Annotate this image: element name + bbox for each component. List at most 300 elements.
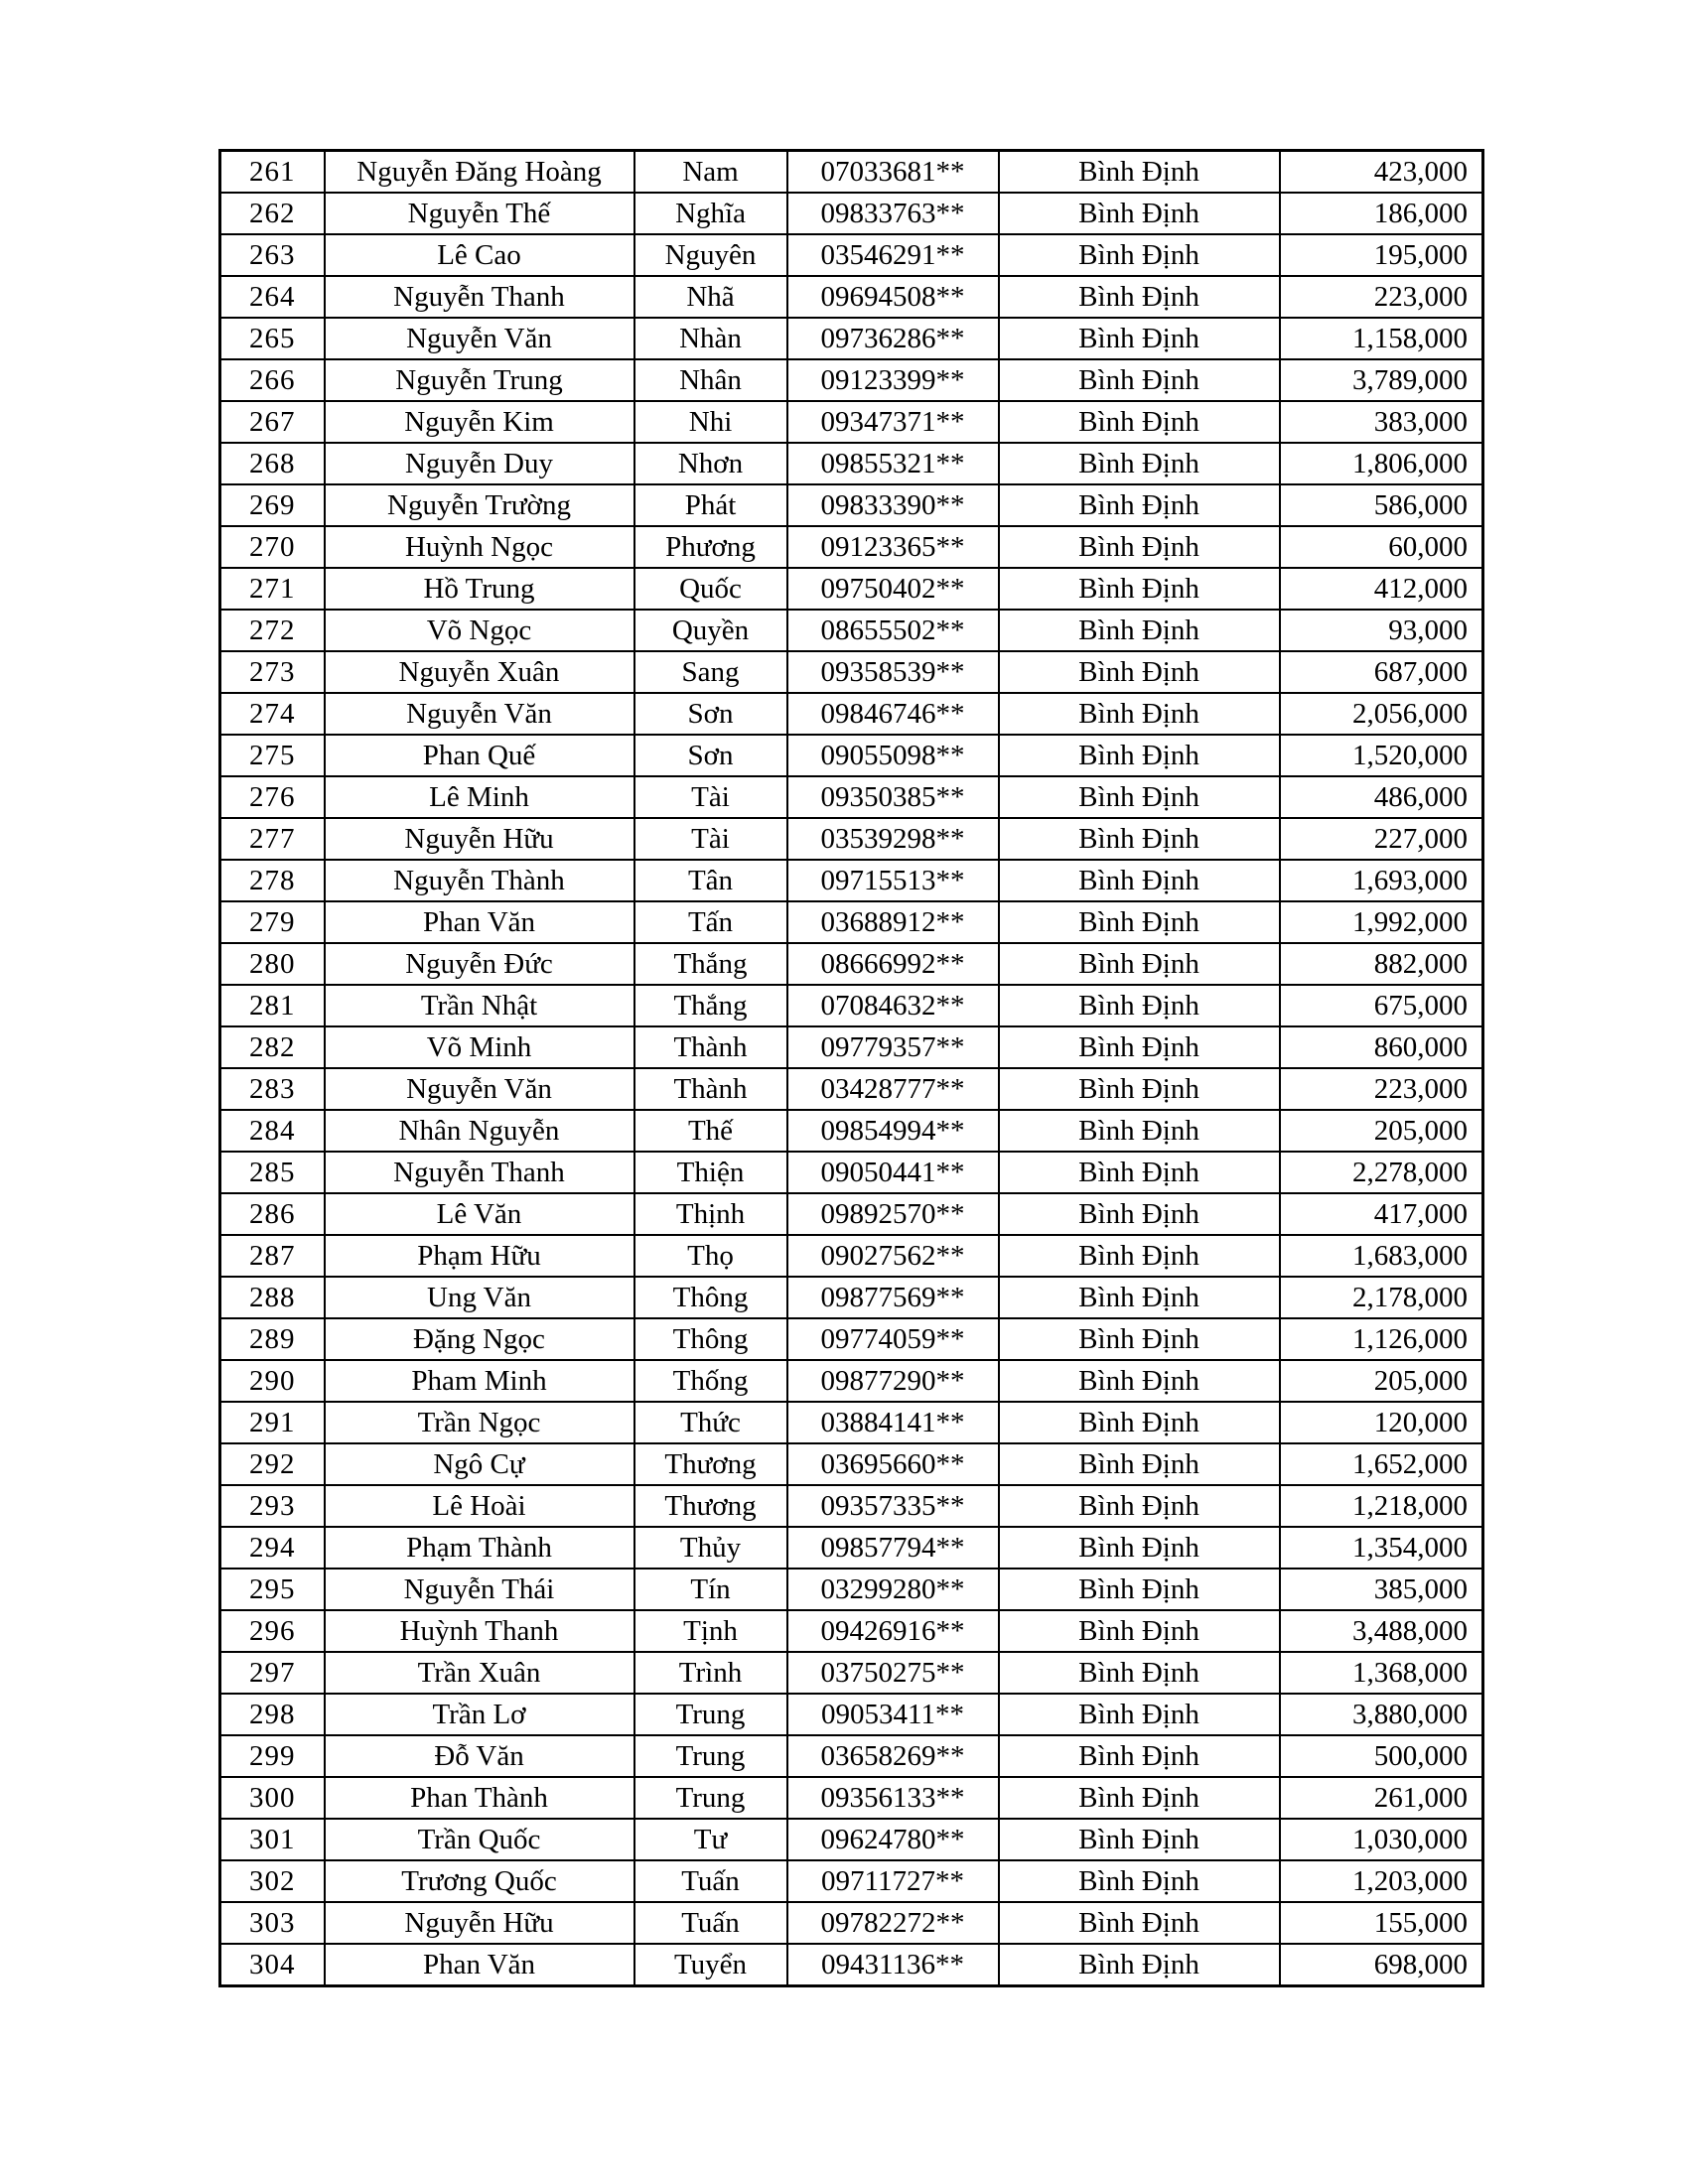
cell-index: 291: [220, 1402, 325, 1443]
table-row: [220, 1902, 1483, 1944]
cell-amount: 1,126,000: [1280, 1318, 1483, 1360]
table-body: [220, 151, 1483, 1986]
table-row: [220, 1068, 1483, 1110]
table-row: [220, 193, 1483, 234]
table-row: [220, 943, 1483, 985]
cell-province: Bình Định: [999, 151, 1280, 194]
cell-last-name: Thành: [634, 1026, 787, 1068]
cell-first-name: Đặng Ngọc: [325, 1318, 634, 1360]
cell-last-name: Thắng: [634, 985, 787, 1026]
table-row: [220, 443, 1483, 484]
cell-last-name: Nhã: [634, 276, 787, 318]
cell-phone: 09750402**: [787, 568, 999, 610]
cell-phone: 03884141**: [787, 1402, 999, 1443]
cell-province: Bình Định: [999, 735, 1280, 776]
cell-province: Bình Định: [999, 193, 1280, 234]
cell-last-name: Tuấn: [634, 1902, 787, 1944]
cell-last-name: Nhi: [634, 401, 787, 443]
cell-amount: 417,000: [1280, 1193, 1483, 1235]
table-row: [220, 151, 1483, 194]
table-row: [220, 1569, 1483, 1610]
cell-index: 280: [220, 943, 325, 985]
cell-last-name: Thành: [634, 1068, 787, 1110]
cell-phone: 09050441**: [787, 1152, 999, 1193]
cell-index: 288: [220, 1277, 325, 1318]
cell-index: 272: [220, 610, 325, 651]
cell-province: Bình Định: [999, 901, 1280, 943]
cell-phone: 03299280**: [787, 1569, 999, 1610]
cell-phone: 03750275**: [787, 1652, 999, 1694]
cell-phone: 07084632**: [787, 985, 999, 1026]
cell-last-name: Sơn: [634, 693, 787, 735]
cell-index: 302: [220, 1860, 325, 1902]
cell-first-name: Phan Văn: [325, 901, 634, 943]
cell-province: Bình Định: [999, 443, 1280, 484]
cell-index: 271: [220, 568, 325, 610]
cell-index: 297: [220, 1652, 325, 1694]
cell-first-name: Nguyễn Trung: [325, 359, 634, 401]
cell-first-name: Nguyễn Thanh: [325, 1152, 634, 1193]
cell-index: 261: [220, 151, 325, 194]
cell-amount: 1,218,000: [1280, 1485, 1483, 1527]
table-row: [220, 1860, 1483, 1902]
cell-last-name: Tuyển: [634, 1944, 787, 1986]
table-row: [220, 1735, 1483, 1777]
table-row: [220, 901, 1483, 943]
cell-amount: 423,000: [1280, 151, 1483, 194]
cell-amount: 1,520,000: [1280, 735, 1483, 776]
table-row: [220, 1610, 1483, 1652]
cell-phone: 07033681**: [787, 151, 999, 194]
cell-first-name: Nguyễn Thế: [325, 193, 634, 234]
cell-index: 265: [220, 318, 325, 359]
cell-first-name: Trần Lơ: [325, 1694, 634, 1735]
cell-last-name: Nguyên: [634, 234, 787, 276]
cell-phone: 09624780**: [787, 1819, 999, 1860]
cell-last-name: Thông: [634, 1277, 787, 1318]
cell-index: 294: [220, 1527, 325, 1569]
cell-first-name: Nguyễn Kim: [325, 401, 634, 443]
cell-amount: 205,000: [1280, 1110, 1483, 1152]
cell-last-name: Thủy: [634, 1527, 787, 1569]
cell-first-name: Trần Nhật: [325, 985, 634, 1026]
cell-province: Bình Định: [999, 234, 1280, 276]
cell-phone: 09123365**: [787, 526, 999, 568]
cell-phone: 09715513**: [787, 860, 999, 901]
cell-last-name: Nghĩa: [634, 193, 787, 234]
cell-phone: 09857794**: [787, 1527, 999, 1569]
table-row: [220, 1360, 1483, 1402]
table-row: [220, 735, 1483, 776]
cell-amount: 205,000: [1280, 1360, 1483, 1402]
cell-index: 283: [220, 1068, 325, 1110]
cell-amount: 2,178,000: [1280, 1277, 1483, 1318]
cell-province: Bình Định: [999, 985, 1280, 1026]
cell-index: 293: [220, 1485, 325, 1527]
cell-index: 276: [220, 776, 325, 818]
cell-last-name: Tịnh: [634, 1610, 787, 1652]
cell-province: Bình Định: [999, 484, 1280, 526]
cell-province: Bình Định: [999, 776, 1280, 818]
cell-province: Bình Định: [999, 1527, 1280, 1569]
cell-index: 304: [220, 1944, 325, 1986]
cell-amount: 93,000: [1280, 610, 1483, 651]
cell-first-name: Nguyễn Thanh: [325, 276, 634, 318]
cell-phone: 09833390**: [787, 484, 999, 526]
cell-phone: 03539298**: [787, 818, 999, 860]
cell-phone: 09426916**: [787, 1610, 999, 1652]
table-row: [220, 818, 1483, 860]
cell-last-name: Thọ: [634, 1235, 787, 1277]
cell-province: Bình Định: [999, 1360, 1280, 1402]
cell-last-name: Thịnh: [634, 1193, 787, 1235]
cell-amount: 2,056,000: [1280, 693, 1483, 735]
cell-amount: 155,000: [1280, 1902, 1483, 1944]
cell-last-name: Nhơn: [634, 443, 787, 484]
cell-first-name: Đỗ Văn: [325, 1735, 634, 1777]
cell-province: Bình Định: [999, 359, 1280, 401]
cell-amount: 3,880,000: [1280, 1694, 1483, 1735]
cell-amount: 1,683,000: [1280, 1235, 1483, 1277]
cell-last-name: Nhân: [634, 359, 787, 401]
cell-last-name: Tấn: [634, 901, 787, 943]
cell-first-name: Ngô Cự: [325, 1443, 634, 1485]
cell-index: 301: [220, 1819, 325, 1860]
cell-amount: 227,000: [1280, 818, 1483, 860]
cell-index: 264: [220, 276, 325, 318]
table-row: [220, 526, 1483, 568]
cell-first-name: Nguyễn Văn: [325, 1068, 634, 1110]
cell-last-name: Phương: [634, 526, 787, 568]
cell-amount: 1,030,000: [1280, 1819, 1483, 1860]
table-row: [220, 1110, 1483, 1152]
cell-province: Bình Định: [999, 610, 1280, 651]
cell-province: Bình Định: [999, 276, 1280, 318]
cell-amount: 2,278,000: [1280, 1152, 1483, 1193]
cell-amount: 1,806,000: [1280, 443, 1483, 484]
cell-first-name: Nguyễn Thái: [325, 1569, 634, 1610]
cell-phone: 09736286**: [787, 318, 999, 359]
cell-amount: 1,992,000: [1280, 901, 1483, 943]
cell-phone: 08666992**: [787, 943, 999, 985]
cell-index: 274: [220, 693, 325, 735]
cell-phone: 09877290**: [787, 1360, 999, 1402]
table-row: [220, 359, 1483, 401]
cell-amount: 60,000: [1280, 526, 1483, 568]
cell-phone: 09779357**: [787, 1026, 999, 1068]
cell-first-name: Lê Hoài: [325, 1485, 634, 1527]
cell-province: Bình Định: [999, 1152, 1280, 1193]
cell-last-name: Nhàn: [634, 318, 787, 359]
cell-province: Bình Định: [999, 1193, 1280, 1235]
cell-amount: 3,488,000: [1280, 1610, 1483, 1652]
cell-province: Bình Định: [999, 1860, 1280, 1902]
cell-province: Bình Định: [999, 318, 1280, 359]
cell-first-name: Hồ Trung: [325, 568, 634, 610]
table-row: [220, 610, 1483, 651]
cell-first-name: Phan Thành: [325, 1777, 634, 1819]
cell-index: 275: [220, 735, 325, 776]
table-row: [220, 234, 1483, 276]
cell-first-name: Võ Minh: [325, 1026, 634, 1068]
cell-index: 263: [220, 234, 325, 276]
cell-province: Bình Định: [999, 1235, 1280, 1277]
cell-province: Bình Định: [999, 1318, 1280, 1360]
cell-amount: 1,203,000: [1280, 1860, 1483, 1902]
cell-last-name: Tài: [634, 776, 787, 818]
table-row: [220, 1152, 1483, 1193]
cell-province: Bình Định: [999, 1902, 1280, 1944]
cell-amount: 412,000: [1280, 568, 1483, 610]
cell-index: 267: [220, 401, 325, 443]
cell-amount: 120,000: [1280, 1402, 1483, 1443]
cell-phone: 09833763**: [787, 193, 999, 234]
cell-phone: 09846746**: [787, 693, 999, 735]
cell-phone: 09357335**: [787, 1485, 999, 1527]
table-row: [220, 651, 1483, 693]
cell-index: 270: [220, 526, 325, 568]
cell-province: Bình Định: [999, 1110, 1280, 1152]
donor-table: [218, 149, 1484, 1987]
cell-province: Bình Định: [999, 1735, 1280, 1777]
cell-phone: 09711727**: [787, 1860, 999, 1902]
cell-index: 277: [220, 818, 325, 860]
cell-province: Bình Định: [999, 1652, 1280, 1694]
cell-last-name: Thiện: [634, 1152, 787, 1193]
cell-phone: 09027562**: [787, 1235, 999, 1277]
cell-first-name: Huỳnh Ngọc: [325, 526, 634, 568]
cell-amount: 1,693,000: [1280, 860, 1483, 901]
cell-last-name: Quyền: [634, 610, 787, 651]
cell-last-name: Tư: [634, 1819, 787, 1860]
cell-first-name: Phạm Thành: [325, 1527, 634, 1569]
table-row: [220, 1026, 1483, 1068]
cell-first-name: Nguyễn Hữu: [325, 818, 634, 860]
cell-province: Bình Định: [999, 860, 1280, 901]
cell-phone: 09123399**: [787, 359, 999, 401]
cell-phone: 09358539**: [787, 651, 999, 693]
cell-province: Bình Định: [999, 1694, 1280, 1735]
table-row: [220, 318, 1483, 359]
cell-phone: 09350385**: [787, 776, 999, 818]
cell-index: 279: [220, 901, 325, 943]
table-row: [220, 1277, 1483, 1318]
cell-last-name: Thế: [634, 1110, 787, 1152]
table-row: [220, 1527, 1483, 1569]
cell-last-name: Sơn: [634, 735, 787, 776]
cell-last-name: Nam: [634, 151, 787, 194]
cell-first-name: Nguyễn Văn: [325, 693, 634, 735]
cell-province: Bình Định: [999, 1569, 1280, 1610]
cell-last-name: Tuấn: [634, 1860, 787, 1902]
cell-province: Bình Định: [999, 568, 1280, 610]
cell-amount: 882,000: [1280, 943, 1483, 985]
cell-index: 268: [220, 443, 325, 484]
cell-amount: 586,000: [1280, 484, 1483, 526]
cell-first-name: Phạm Hữu: [325, 1235, 634, 1277]
cell-first-name: Lê Cao: [325, 234, 634, 276]
cell-last-name: Trình: [634, 1652, 787, 1694]
cell-phone: 09877569**: [787, 1277, 999, 1318]
cell-index: 287: [220, 1235, 325, 1277]
cell-province: Bình Định: [999, 693, 1280, 735]
cell-index: 282: [220, 1026, 325, 1068]
cell-phone: 09694508**: [787, 276, 999, 318]
table-row: [220, 1235, 1483, 1277]
cell-phone: 09782272**: [787, 1902, 999, 1944]
table-row: [220, 484, 1483, 526]
cell-amount: 675,000: [1280, 985, 1483, 1026]
cell-phone: 09055098**: [787, 735, 999, 776]
cell-amount: 486,000: [1280, 776, 1483, 818]
cell-province: Bình Định: [999, 1277, 1280, 1318]
table-row: [220, 860, 1483, 901]
table-row: [220, 568, 1483, 610]
table-row: [220, 1819, 1483, 1860]
cell-first-name: Huỳnh Thanh: [325, 1610, 634, 1652]
cell-first-name: Nhân Nguyễn: [325, 1110, 634, 1152]
cell-phone: 03428777**: [787, 1068, 999, 1110]
cell-phone: 09431136**: [787, 1944, 999, 1986]
cell-phone: 09774059**: [787, 1318, 999, 1360]
cell-last-name: Tài: [634, 818, 787, 860]
cell-last-name: Sang: [634, 651, 787, 693]
cell-amount: 195,000: [1280, 234, 1483, 276]
cell-amount: 385,000: [1280, 1569, 1483, 1610]
cell-phone: 09855321**: [787, 443, 999, 484]
cell-province: Bình Định: [999, 526, 1280, 568]
cell-amount: 1,368,000: [1280, 1652, 1483, 1694]
cell-first-name: Trần Quốc: [325, 1819, 634, 1860]
table-row: [220, 1485, 1483, 1527]
cell-index: 289: [220, 1318, 325, 1360]
table-row: [220, 1402, 1483, 1443]
cell-first-name: Trần Ngọc: [325, 1402, 634, 1443]
cell-first-name: Lê Minh: [325, 776, 634, 818]
cell-first-name: Nguyễn Đức: [325, 943, 634, 985]
cell-last-name: Thức: [634, 1402, 787, 1443]
table-row: [220, 1443, 1483, 1485]
cell-index: 298: [220, 1694, 325, 1735]
cell-amount: 1,158,000: [1280, 318, 1483, 359]
cell-amount: 186,000: [1280, 193, 1483, 234]
cell-province: Bình Định: [999, 651, 1280, 693]
cell-first-name: Phan Quế: [325, 735, 634, 776]
cell-province: Bình Định: [999, 1026, 1280, 1068]
cell-last-name: Thông: [634, 1318, 787, 1360]
cell-province: Bình Định: [999, 943, 1280, 985]
cell-province: Bình Định: [999, 401, 1280, 443]
cell-amount: 3,789,000: [1280, 359, 1483, 401]
cell-first-name: Nguyễn Hữu: [325, 1902, 634, 1944]
cell-province: Bình Định: [999, 1777, 1280, 1819]
cell-amount: 223,000: [1280, 1068, 1483, 1110]
cell-phone: 09053411**: [787, 1694, 999, 1735]
cell-first-name: Nguyễn Duy: [325, 443, 634, 484]
table-row: [220, 1652, 1483, 1694]
table-row: [220, 693, 1483, 735]
cell-last-name: Trung: [634, 1694, 787, 1735]
cell-last-name: Thắng: [634, 943, 787, 985]
cell-index: 286: [220, 1193, 325, 1235]
cell-amount: 1,652,000: [1280, 1443, 1483, 1485]
cell-amount: 1,354,000: [1280, 1527, 1483, 1569]
cell-phone: 03688912**: [787, 901, 999, 943]
cell-phone: 09347371**: [787, 401, 999, 443]
table-row: [220, 985, 1483, 1026]
cell-province: Bình Định: [999, 1610, 1280, 1652]
cell-first-name: Nguyễn Xuân: [325, 651, 634, 693]
cell-amount: 687,000: [1280, 651, 1483, 693]
cell-province: Bình Định: [999, 1819, 1280, 1860]
cell-last-name: Trung: [634, 1735, 787, 1777]
cell-last-name: Thương: [634, 1443, 787, 1485]
cell-index: 296: [220, 1610, 325, 1652]
cell-amount: 261,000: [1280, 1777, 1483, 1819]
cell-phone: 08655502**: [787, 610, 999, 651]
table-row: [220, 276, 1483, 318]
cell-province: Bình Định: [999, 1944, 1280, 1986]
cell-phone: 03658269**: [787, 1735, 999, 1777]
cell-amount: 698,000: [1280, 1944, 1483, 1986]
cell-last-name: Thống: [634, 1360, 787, 1402]
cell-index: 290: [220, 1360, 325, 1402]
cell-province: Bình Định: [999, 818, 1280, 860]
cell-index: 300: [220, 1777, 325, 1819]
cell-first-name: Nguyễn Thành: [325, 860, 634, 901]
cell-phone: 03546291**: [787, 234, 999, 276]
cell-first-name: Nguyễn Văn: [325, 318, 634, 359]
cell-index: 299: [220, 1735, 325, 1777]
cell-first-name: Ung Văn: [325, 1277, 634, 1318]
table-row: [220, 401, 1483, 443]
cell-province: Bình Định: [999, 1068, 1280, 1110]
cell-first-name: Võ Ngọc: [325, 610, 634, 651]
cell-first-name: Nguyễn Đăng Hoàng: [325, 151, 634, 194]
cell-first-name: Lê Văn: [325, 1193, 634, 1235]
cell-province: Bình Định: [999, 1402, 1280, 1443]
table-row: [220, 1944, 1483, 1986]
cell-province: Bình Định: [999, 1443, 1280, 1485]
cell-last-name: Tín: [634, 1569, 787, 1610]
table-row: [220, 1193, 1483, 1235]
cell-index: 273: [220, 651, 325, 693]
cell-index: 284: [220, 1110, 325, 1152]
cell-index: 292: [220, 1443, 325, 1485]
cell-index: 285: [220, 1152, 325, 1193]
cell-phone: 09892570**: [787, 1193, 999, 1235]
cell-index: 269: [220, 484, 325, 526]
cell-amount: 860,000: [1280, 1026, 1483, 1068]
cell-first-name: Trương Quốc: [325, 1860, 634, 1902]
cell-index: 266: [220, 359, 325, 401]
cell-last-name: Quốc: [634, 568, 787, 610]
cell-phone: 09356133**: [787, 1777, 999, 1819]
cell-amount: 500,000: [1280, 1735, 1483, 1777]
cell-index: 262: [220, 193, 325, 234]
table-row: [220, 1777, 1483, 1819]
cell-phone: 09854994**: [787, 1110, 999, 1152]
cell-first-name: Phan Văn: [325, 1944, 634, 1986]
table-row: [220, 1694, 1483, 1735]
cell-first-name: Nguyễn Trường: [325, 484, 634, 526]
cell-index: 303: [220, 1902, 325, 1944]
cell-amount: 223,000: [1280, 276, 1483, 318]
cell-first-name: Pham Minh: [325, 1360, 634, 1402]
cell-last-name: Thương: [634, 1485, 787, 1527]
cell-phone: 03695660**: [787, 1443, 999, 1485]
cell-first-name: Trần Xuân: [325, 1652, 634, 1694]
